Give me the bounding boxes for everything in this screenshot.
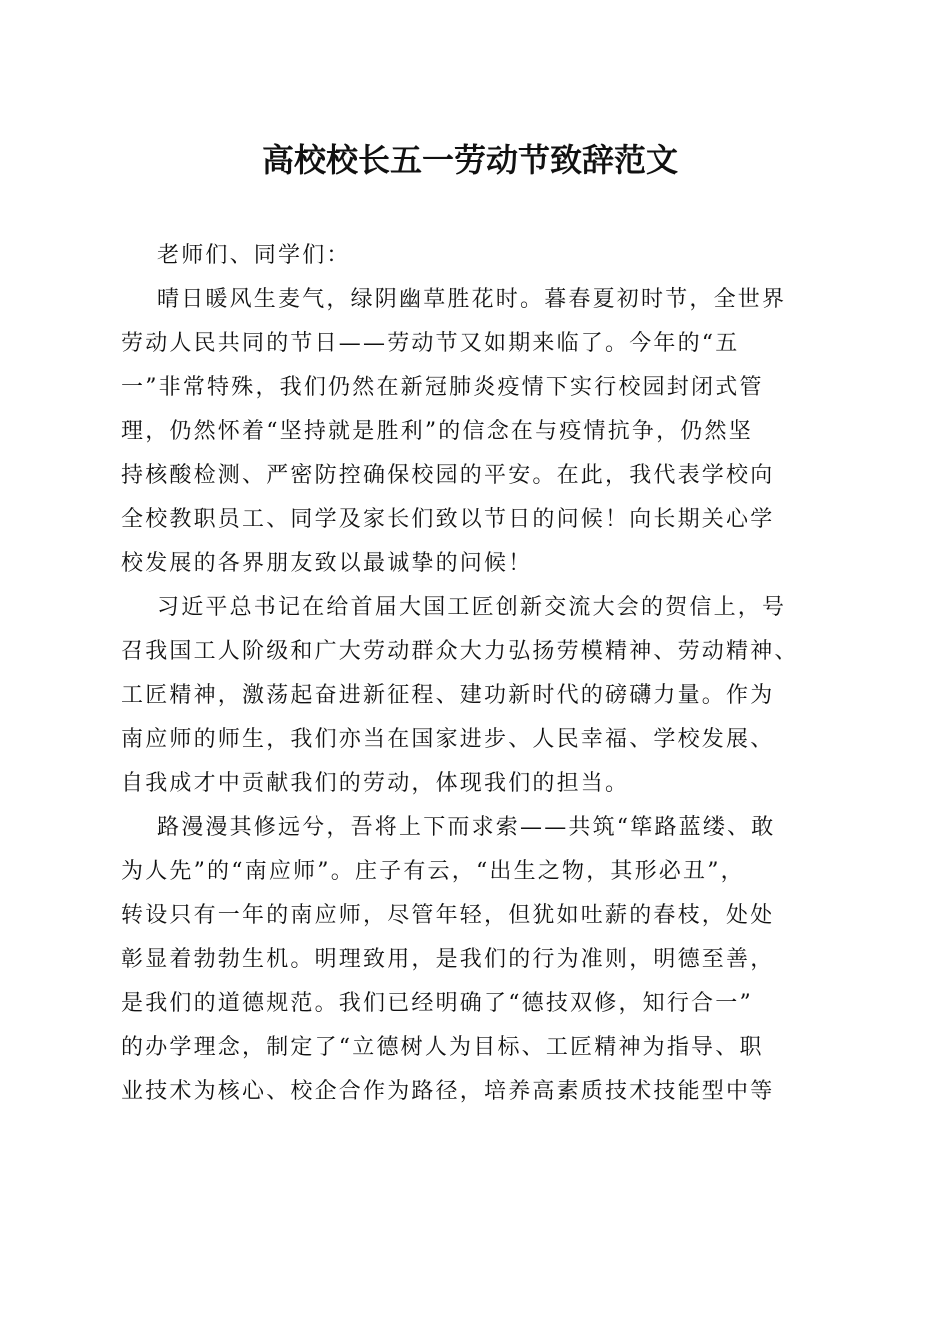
- body-line: 的办学理念，制定了“立德树人为目标、工匠精神为指导、职: [121, 1035, 764, 1060]
- body-line: 彰显着勃勃生机。明理致用，是我们的行为准则，明德至善，: [121, 947, 775, 972]
- body-line: 是我们的道德规范。我们已经明确了“德技双修，知行合一”: [121, 991, 753, 1016]
- body-line: 南应师的师生，我们亦当在国家进步、人民幸福、学校发展、: [121, 727, 775, 752]
- body-line: 全校教职员工、同学及家长们致以节日的问候！向长期关心学: [121, 507, 775, 532]
- body-line: 转设只有一年的南应师，尽管年轻，但犹如吐薪的春枝，处处: [121, 903, 775, 928]
- body-line: 业技术为核心、校企合作为路径，培养高素质技术技能型中等: [121, 1079, 775, 1104]
- body-line: 召我国工人阶级和广大劳动群众大力弘扬劳模精神、劳动精神、: [121, 639, 799, 664]
- body-line: 路漫漫其修远兮，吾将上下而求索——共筑“筚路蓝缕、敢: [157, 815, 776, 840]
- body-line: 劳动人民共同的节日——劳动节又如期来临了。今年的“五: [121, 331, 740, 356]
- body-line: 晴日暖风生麦气，绿阴幽草胜花时。暮春夏初时节，全世界: [157, 287, 787, 312]
- body-line: 自我成才中贡献我们的劳动，体现我们的担当。: [121, 771, 630, 796]
- body-line: 理，仍然怀着“坚持就是胜利”的信念在与疫情抗争，仍然坚: [121, 419, 753, 444]
- body-line: 一”非常特殊，我们仍然在新冠肺炎疫情下实行校园封闭式管: [121, 375, 764, 400]
- body-line: 老师们、同学们：: [157, 243, 351, 268]
- body-line: 持核酸检测、严密防控确保校园的平安。在此，我代表学校向: [121, 463, 775, 488]
- body-line: 为人先”的“南应师”。庄子有云，“出生之物，其形必丑”，: [121, 859, 745, 884]
- document-body: [121, 234, 833, 1114]
- body-line: 校发展的各界朋友致以最诚挚的问候！: [121, 551, 533, 576]
- body-line: 工匠精神，激荡起奋进新征程、建功新时代的磅礴力量。作为: [121, 683, 775, 708]
- body-line: 习近平总书记在给首届大国工匠创新交流大会的贺信上，号: [157, 595, 787, 620]
- document-title: 高校校长五一劳动节致辞范文: [261, 141, 678, 179]
